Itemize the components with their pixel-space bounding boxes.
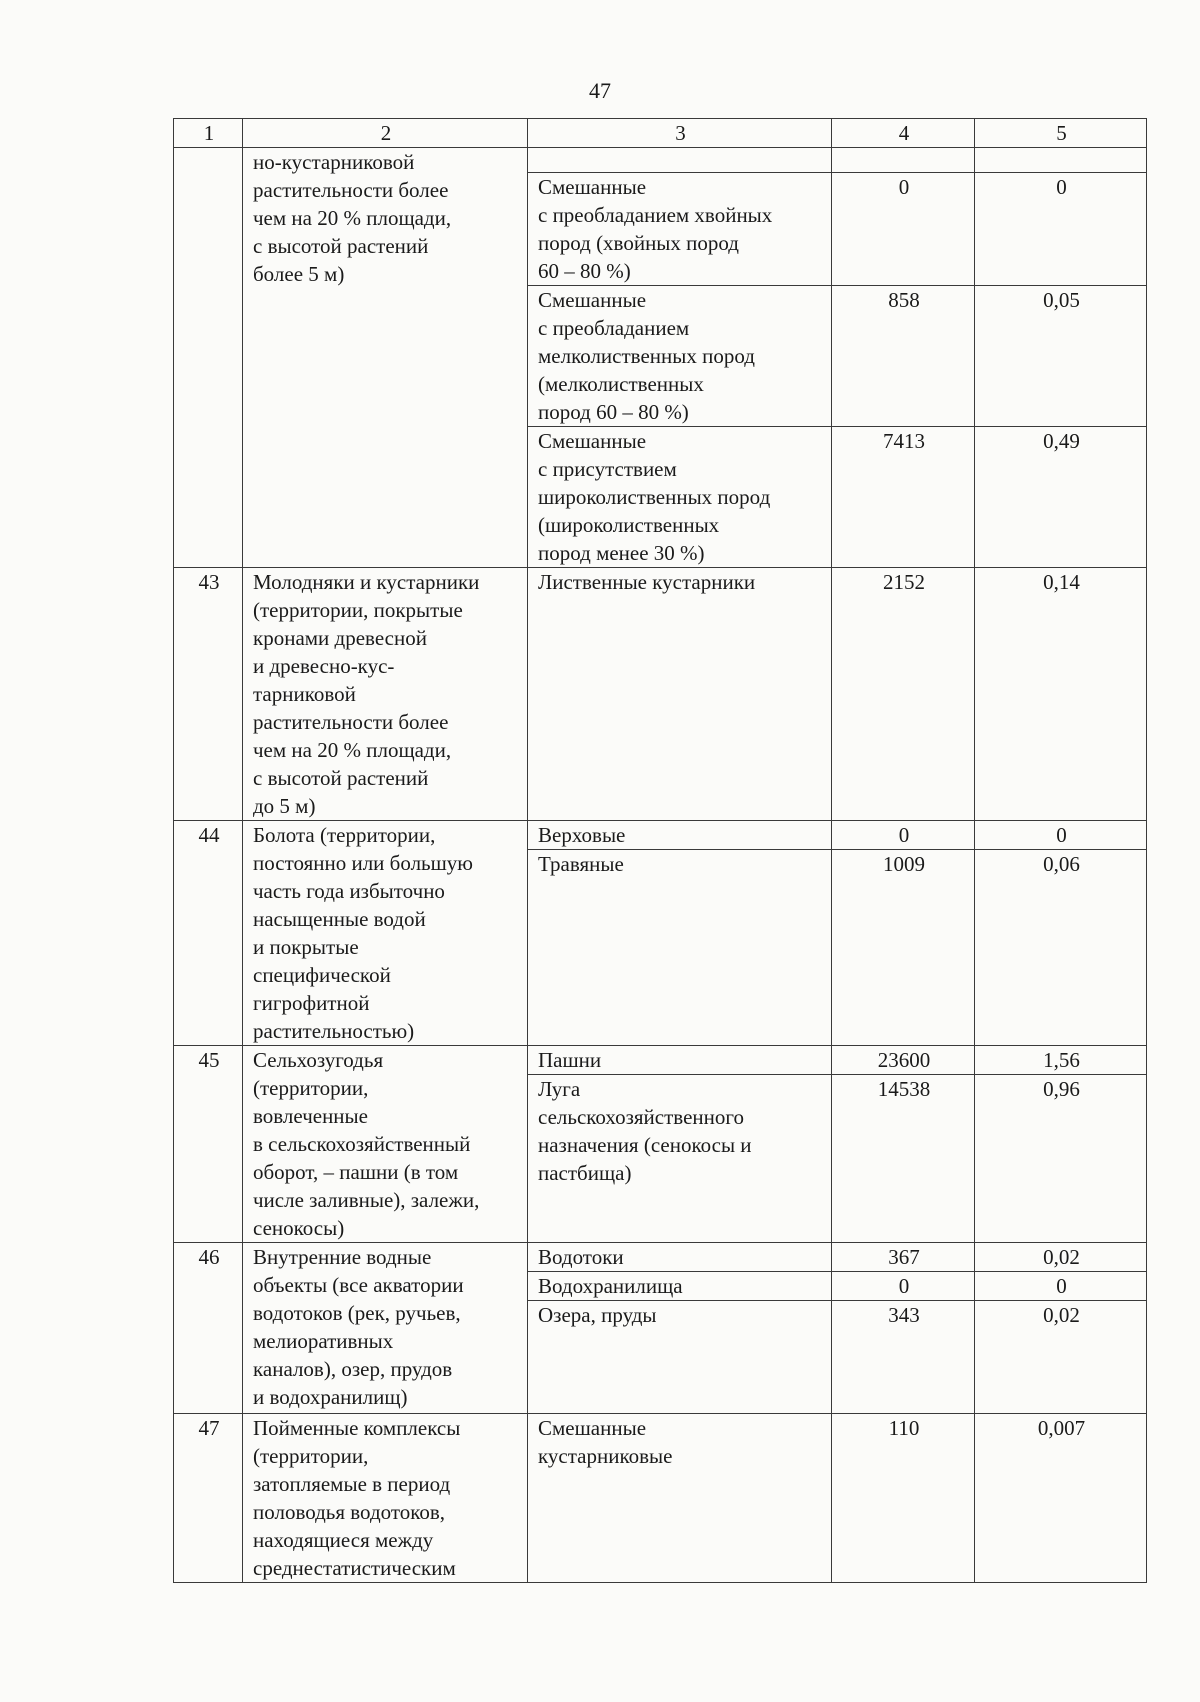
- value-cell: 23600: [832, 1046, 975, 1075]
- value-cell: 367: [832, 1243, 975, 1272]
- share-cell: 0,14: [975, 568, 1147, 821]
- share-cell: 0,05: [975, 286, 1147, 427]
- header-cell-5: 5: [975, 119, 1147, 148]
- share-cell: 0,02: [975, 1243, 1147, 1272]
- type-cell: Водотоки: [528, 1243, 832, 1272]
- value-cell: 858: [832, 286, 975, 427]
- type-cell: Травяные: [528, 850, 832, 1046]
- table-row: [174, 148, 1147, 173]
- table-header-row: [174, 119, 1147, 148]
- page-number: 47: [589, 78, 611, 103]
- value-cell: 343: [832, 1301, 975, 1414]
- category-description: Молодняки и кустарники (территории, покрытые кронами древесной и древесно-кус- тарниковой растительности более чем на 20 % площади, с высотой растений до 5 м): [243, 568, 528, 821]
- table-row: [174, 568, 1147, 821]
- value-cell: 14538: [832, 1075, 975, 1243]
- empty-type-cell: [528, 148, 832, 173]
- table-row: [174, 1414, 1147, 1583]
- value-cell: 110: [832, 1414, 975, 1583]
- header-cell-1: 1: [174, 119, 243, 148]
- share-cell: 0: [975, 821, 1147, 850]
- type-cell: Смешанные с преобладанием хвойных пород (хвойных пород 60 – 80 %): [528, 173, 832, 286]
- table-row: [174, 1046, 1147, 1075]
- category-description: Пойменные комплексы (территории, затопляемые в период половодья водотоков, находящиеся между среднестатистическим: [243, 1414, 528, 1583]
- share-cell: 0,007: [975, 1414, 1147, 1583]
- type-cell: Смешанные с присутствием широколиственных пород (широколиственных пород менее 30 %): [528, 427, 832, 568]
- row-number-cell: 44: [174, 821, 243, 1046]
- empty-share-cell: [975, 148, 1147, 173]
- category-description: но-кустарниковой растительности более чем на 20 % площади, с высотой растений более 5 м): [243, 148, 528, 568]
- value-cell: 2152: [832, 568, 975, 821]
- share-cell: 0,96: [975, 1075, 1147, 1243]
- share-cell: 0: [975, 1272, 1147, 1301]
- table-row: [174, 1243, 1147, 1272]
- value-cell: 0: [832, 821, 975, 850]
- type-cell: Луга сельскохозяйственного назначения (сенокосы и пастбища): [528, 1075, 832, 1243]
- share-cell: 0,06: [975, 850, 1147, 1046]
- value-cell: 0: [832, 1272, 975, 1301]
- header-cell-4: 4: [832, 119, 975, 148]
- header-cell-3: 3: [528, 119, 832, 148]
- empty-value-cell: [832, 148, 975, 173]
- value-cell: 7413: [832, 427, 975, 568]
- table-row: [174, 821, 1147, 850]
- value-cell: 1009: [832, 850, 975, 1046]
- share-cell: 0,02: [975, 1301, 1147, 1414]
- type-cell: Озера, пруды: [528, 1301, 832, 1414]
- share-cell: 0: [975, 173, 1147, 286]
- type-cell: Лиственные кустарники: [528, 568, 832, 821]
- header-cell-2: 2: [243, 119, 528, 148]
- row-number-cell: 43: [174, 568, 243, 821]
- category-description: Сельхозугодья (территории, вовлеченные в сельскохозяйственный оборот, – пашни (в том числе заливные), залежи, сенокосы): [243, 1046, 528, 1243]
- type-cell: Водохранилища: [528, 1272, 832, 1301]
- row-number-cell: [174, 148, 243, 568]
- type-cell: Верховые: [528, 821, 832, 850]
- row-number-cell: 47: [174, 1414, 243, 1583]
- share-cell: 0,49: [975, 427, 1147, 568]
- row-number-cell: 46: [174, 1243, 243, 1414]
- row-number-cell: 45: [174, 1046, 243, 1243]
- type-cell: Пашни: [528, 1046, 832, 1075]
- share-cell: 1,56: [975, 1046, 1147, 1075]
- category-description: Внутренние водные объекты (все акватории водотоков (рек, ручьев, мелиоративных каналов), озер, прудов и водохранилищ): [243, 1243, 528, 1414]
- type-cell: Смешанные кустарниковые: [528, 1414, 832, 1583]
- type-cell: Смешанные с преобладанием мелколиственных пород (мелколиственных пород 60 – 80 %): [528, 286, 832, 427]
- category-description: Болота (территории, постоянно или большую часть года избыточно насыщенные водой и покрытые специфической гигрофитной растительностью): [243, 821, 528, 1046]
- land-cover-table: [173, 118, 1147, 1583]
- value-cell: 0: [832, 173, 975, 286]
